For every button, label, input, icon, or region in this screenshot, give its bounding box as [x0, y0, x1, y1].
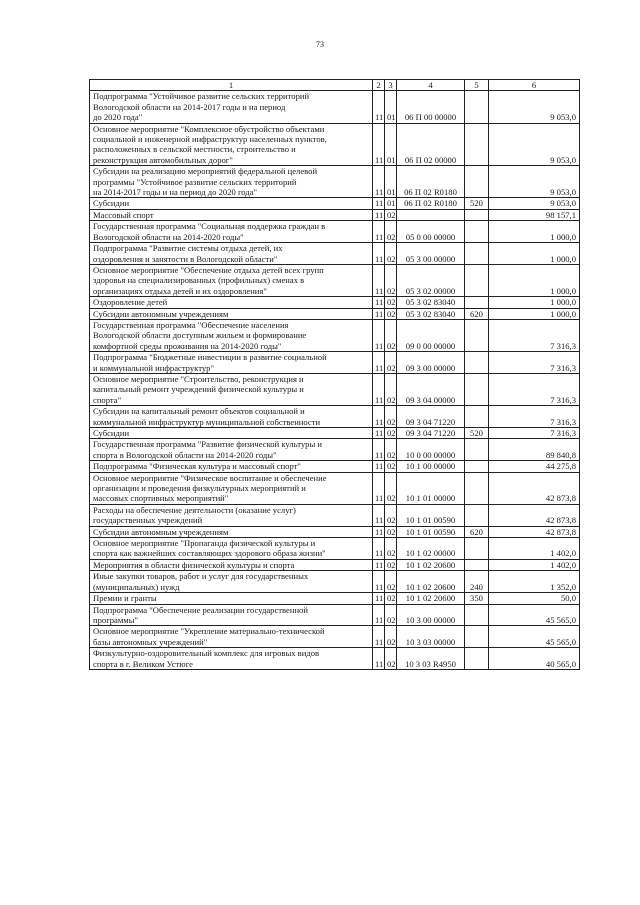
row-name-cell: Основное мероприятие "Пропаганда физической культуры и спорта как важнейших составляющих здорового образа жизни"	[90, 538, 373, 560]
section-code-cell: 11	[373, 593, 385, 604]
section-code-cell: 11	[373, 439, 385, 461]
amount-cell: 40 565,0	[489, 648, 580, 670]
target-article-cell: 10 1 01 00590	[397, 504, 465, 526]
amount-cell: 7 316,3	[489, 319, 580, 351]
expense-type-cell	[465, 439, 489, 461]
table-row	[90, 123, 580, 166]
header-cell-4: 4	[397, 80, 465, 91]
row-name-cell: Субсидии на реализацию мероприятий федеральной целевой программы "Устойчивое развитие сельских территорий на 2014-2017 годы и на период до 2020 года"	[90, 166, 373, 198]
expense-type-cell	[465, 373, 489, 405]
row-name-cell: Основное мероприятие "Комплексное обустройство объектами социальной и инженерной инфраструктур населенных пунктов, расположенных в сельской местности, строительство и реконструкция автомобильных дорог"	[90, 123, 373, 166]
subsection-code-cell: 02	[385, 308, 397, 319]
target-article-cell: 10 1 02 00000	[397, 538, 465, 560]
section-code-cell: 11	[373, 428, 385, 439]
expense-type-cell	[465, 406, 489, 428]
section-code-cell: 11	[373, 626, 385, 648]
target-article-cell: 09 0 00 00000	[397, 319, 465, 351]
target-article-cell: 10 1 00 00000	[397, 461, 465, 472]
section-code-cell: 11	[373, 352, 385, 374]
target-article-cell: 05 3 02 83040	[397, 308, 465, 319]
section-code-cell: 11	[373, 123, 385, 166]
table-row	[90, 319, 580, 351]
subsection-code-cell: 02	[385, 439, 397, 461]
section-code-cell: 11	[373, 571, 385, 593]
subsection-code-cell: 02	[385, 538, 397, 560]
row-name-cell: Государственная программа "Обеспечение населения Вологодской области доступным жильем и формирование комфортной среды проживания на 2014-2020 годы"	[90, 319, 373, 351]
subsection-code-cell: 02	[385, 526, 397, 537]
row-name-cell: Подпрограмма "Устойчивое развитие сельских территорий Вологодской области на 2014-2017 годы и на период до 2020 года"	[90, 91, 373, 123]
header-cell-2: 2	[373, 80, 385, 91]
table-row	[90, 264, 580, 296]
row-name-cell: Субсидии	[90, 428, 373, 439]
amount-cell: 42 873,8	[489, 504, 580, 526]
target-article-cell: 09 3 04 71220	[397, 428, 465, 439]
target-article-cell: 05 3 02 00000	[397, 264, 465, 296]
header-row	[90, 80, 580, 91]
table-row	[90, 297, 580, 308]
amount-cell: 7 316,3	[489, 352, 580, 374]
amount-cell: 7 316,3	[489, 406, 580, 428]
amount-cell: 1 000,0	[489, 243, 580, 265]
section-code-cell: 11	[373, 264, 385, 296]
expense-type-cell	[465, 166, 489, 198]
section-code-cell: 11	[373, 526, 385, 537]
subsection-code-cell: 02	[385, 209, 397, 220]
expense-type-cell	[465, 264, 489, 296]
expense-type-cell	[465, 559, 489, 570]
expense-type-cell	[465, 352, 489, 374]
expense-type-cell	[465, 538, 489, 560]
header-cell-6: 6	[489, 80, 580, 91]
table-row	[90, 472, 580, 504]
target-article-cell: 10 1 01 00590	[397, 526, 465, 537]
expense-type-cell	[465, 319, 489, 351]
amount-cell: 1 402,0	[489, 538, 580, 560]
row-name-cell: Основное мероприятие "Физическое воспитание и обеспечение организации и проведения физкультурных мероприятий и массовых спортивных мероприятий"	[90, 472, 373, 504]
target-article-cell: 05 0 00 00000	[397, 221, 465, 243]
row-name-cell: Подпрограмма "Физическая культура и массовый спорт"	[90, 461, 373, 472]
section-code-cell: 11	[373, 504, 385, 526]
target-article-cell: 09 3 00 00000	[397, 352, 465, 374]
expense-type-cell	[465, 123, 489, 166]
target-article-cell: 09 3 04 00000	[397, 373, 465, 405]
amount-cell: 89 840,8	[489, 439, 580, 461]
table-row	[90, 221, 580, 243]
page-number: 73	[316, 40, 324, 49]
target-article-cell: 10 3 00 00000	[397, 604, 465, 626]
amount-cell: 9 053,0	[489, 91, 580, 123]
expense-type-cell: 620	[465, 308, 489, 319]
amount-cell: 7 316,3	[489, 373, 580, 405]
target-article-cell: 06 П 02 R0180	[397, 198, 465, 209]
subsection-code-cell: 02	[385, 428, 397, 439]
row-name-cell: Основное мероприятие "Строительство, реконструкция и капитальный ремонт учреждений физической культуры и спорта"	[90, 373, 373, 405]
subsection-code-cell: 01	[385, 198, 397, 209]
amount-cell: 42 873,8	[489, 472, 580, 504]
section-code-cell: 11	[373, 604, 385, 626]
expense-type-cell	[465, 604, 489, 626]
table-row	[90, 373, 580, 405]
table-row	[90, 428, 580, 439]
expense-type-cell: 350	[465, 593, 489, 604]
amount-cell: 98 157,1	[489, 209, 580, 220]
table-row	[90, 198, 580, 209]
amount-cell: 1 402,0	[489, 559, 580, 570]
subsection-code-cell: 02	[385, 472, 397, 504]
target-article-cell: 10 1 02 20600	[397, 559, 465, 570]
header-cell-3: 3	[385, 80, 397, 91]
section-code-cell: 11	[373, 308, 385, 319]
table-row	[90, 406, 580, 428]
row-name-cell: Физкультурно-оздоровительный комплекс для игровых видов спорта в г. Великом Устюге	[90, 648, 373, 670]
row-name-cell: Подпрограмма "Бюджетные инвестиции в развитие социальной и коммунальной инфраструктур"	[90, 352, 373, 374]
row-name-cell: Иные закупки товаров, работ и услуг для государственных (муниципальных) нужд	[90, 571, 373, 593]
subsection-code-cell: 02	[385, 461, 397, 472]
table-row	[90, 559, 580, 570]
section-code-cell: 11	[373, 472, 385, 504]
section-code-cell: 11	[373, 221, 385, 243]
row-name-cell: Государственная программа "Социальная поддержка граждан в Вологодской области на 2014-2020 годы"	[90, 221, 373, 243]
section-code-cell: 11	[373, 243, 385, 265]
target-article-cell: 10 1 01 00000	[397, 472, 465, 504]
section-code-cell: 11	[373, 297, 385, 308]
target-article-cell: 10 3 03 R4950	[397, 648, 465, 670]
section-code-cell: 11	[373, 559, 385, 570]
amount-cell: 44 275,8	[489, 461, 580, 472]
expense-type-cell	[465, 209, 489, 220]
subsection-code-cell: 02	[385, 604, 397, 626]
subsection-code-cell: 02	[385, 243, 397, 265]
subsection-code-cell: 02	[385, 593, 397, 604]
expense-type-cell	[465, 243, 489, 265]
subsection-code-cell: 01	[385, 166, 397, 198]
amount-cell: 1 000,0	[489, 264, 580, 296]
section-code-cell: 11	[373, 166, 385, 198]
target-article-cell: 09 3 04 71220	[397, 406, 465, 428]
row-name-cell: Основное мероприятие "Обеспечение отдыха детей всех групп здоровья на специализированных (профильных) сменах в организациях отдыха детей и их оздоровления"	[90, 264, 373, 296]
amount-cell: 42 873,8	[489, 526, 580, 537]
subsection-code-cell: 02	[385, 626, 397, 648]
row-name-cell: Субсидии	[90, 198, 373, 209]
row-name-cell: Подпрограмма "Развитие системы отдыха детей, их оздоровления и занятости в Вологодской области"	[90, 243, 373, 265]
row-name-cell: Субсидии на капитальный ремонт объектов социальной и коммунальной инфраструктур муниципальной собственности	[90, 406, 373, 428]
amount-cell: 7 316,3	[489, 428, 580, 439]
expense-type-cell: 520	[465, 198, 489, 209]
section-code-cell: 11	[373, 406, 385, 428]
target-article-cell	[397, 209, 465, 220]
subsection-code-cell: 02	[385, 571, 397, 593]
expense-type-cell	[465, 221, 489, 243]
row-name-cell: Субсидии автономным учреждениям	[90, 308, 373, 319]
row-name-cell: Массовый спорт	[90, 209, 373, 220]
subsection-code-cell: 02	[385, 648, 397, 670]
subsection-code-cell: 02	[385, 319, 397, 351]
subsection-code-cell: 02	[385, 297, 397, 308]
header-cell-5: 5	[465, 80, 489, 91]
expense-type-cell: 620	[465, 526, 489, 537]
row-name-cell: Премии и гранты	[90, 593, 373, 604]
amount-cell: 1 000,0	[489, 221, 580, 243]
subsection-code-cell: 01	[385, 91, 397, 123]
amount-cell: 9 053,0	[489, 166, 580, 198]
table-row	[90, 604, 580, 626]
table-row	[90, 166, 580, 198]
table-row	[90, 461, 580, 472]
row-name-cell: Подпрограмма "Обеспечение реализации государственной программы"	[90, 604, 373, 626]
expense-type-cell	[465, 504, 489, 526]
target-article-cell: 10 1 02 20600	[397, 571, 465, 593]
amount-cell: 1 352,0	[489, 571, 580, 593]
expense-type-cell: 240	[465, 571, 489, 593]
subsection-code-cell: 02	[385, 504, 397, 526]
header-cell-1: 1	[90, 80, 373, 91]
section-code-cell: 11	[373, 538, 385, 560]
section-code-cell: 11	[373, 648, 385, 670]
target-article-cell: 06 П 02 00000	[397, 123, 465, 166]
amount-cell: 1 000,0	[489, 308, 580, 319]
amount-cell: 9 053,0	[489, 123, 580, 166]
amount-cell: 45 565,0	[489, 604, 580, 626]
target-article-cell: 06 П 00 00000	[397, 91, 465, 123]
table-row	[90, 439, 580, 461]
table-row	[90, 626, 580, 648]
table-row	[90, 648, 580, 670]
section-code-cell: 11	[373, 461, 385, 472]
subsection-code-cell: 02	[385, 373, 397, 405]
target-article-cell: 05 3 00 00000	[397, 243, 465, 265]
target-article-cell: 10 1 02 20600	[397, 593, 465, 604]
target-article-cell: 10 3 03 00000	[397, 626, 465, 648]
expense-type-cell	[465, 297, 489, 308]
section-code-cell: 11	[373, 198, 385, 209]
section-code-cell: 11	[373, 209, 385, 220]
table-row	[90, 571, 580, 593]
expense-type-cell	[465, 91, 489, 123]
expense-type-cell	[465, 472, 489, 504]
table-row	[90, 538, 580, 560]
subsection-code-cell: 01	[385, 123, 397, 166]
table-row	[90, 91, 580, 123]
subsection-code-cell: 02	[385, 352, 397, 374]
amount-cell: 9 053,0	[489, 198, 580, 209]
table-row	[90, 308, 580, 319]
row-name-cell: Основное мероприятие "Укрепление материально-технической базы автономных учреждений"	[90, 626, 373, 648]
table-row	[90, 352, 580, 374]
table-row	[90, 504, 580, 526]
expense-type-cell	[465, 461, 489, 472]
subsection-code-cell: 02	[385, 406, 397, 428]
amount-cell: 1 000,0	[489, 297, 580, 308]
table-row	[90, 526, 580, 537]
table-row	[90, 593, 580, 604]
section-code-cell: 11	[373, 91, 385, 123]
row-name-cell: Субсидии автономным учреждениям	[90, 526, 373, 537]
amount-cell: 45 565,0	[489, 626, 580, 648]
section-code-cell: 11	[373, 319, 385, 351]
amount-cell: 50,0	[489, 593, 580, 604]
subsection-code-cell: 02	[385, 559, 397, 570]
budget-table	[89, 79, 580, 670]
target-article-cell: 05 3 02 83040	[397, 297, 465, 308]
section-code-cell: 11	[373, 373, 385, 405]
row-name-cell: Расходы на обеспечение деятельности (оказание услуг) государственных учреждений	[90, 504, 373, 526]
subsection-code-cell: 02	[385, 221, 397, 243]
subsection-code-cell: 02	[385, 264, 397, 296]
expense-type-cell	[465, 648, 489, 670]
table-row	[90, 243, 580, 265]
row-name-cell: Мероприятия в области физической культуры и спорта	[90, 559, 373, 570]
target-article-cell: 10 0 00 00000	[397, 439, 465, 461]
row-name-cell: Государственная программа "Развитие физической культуры и спорта в Вологодской области на 2014-2020 годы"	[90, 439, 373, 461]
target-article-cell: 06 П 02 R0180	[397, 166, 465, 198]
table-row	[90, 209, 580, 220]
expense-type-cell: 520	[465, 428, 489, 439]
expense-type-cell	[465, 626, 489, 648]
row-name-cell: Оздоровление детей	[90, 297, 373, 308]
